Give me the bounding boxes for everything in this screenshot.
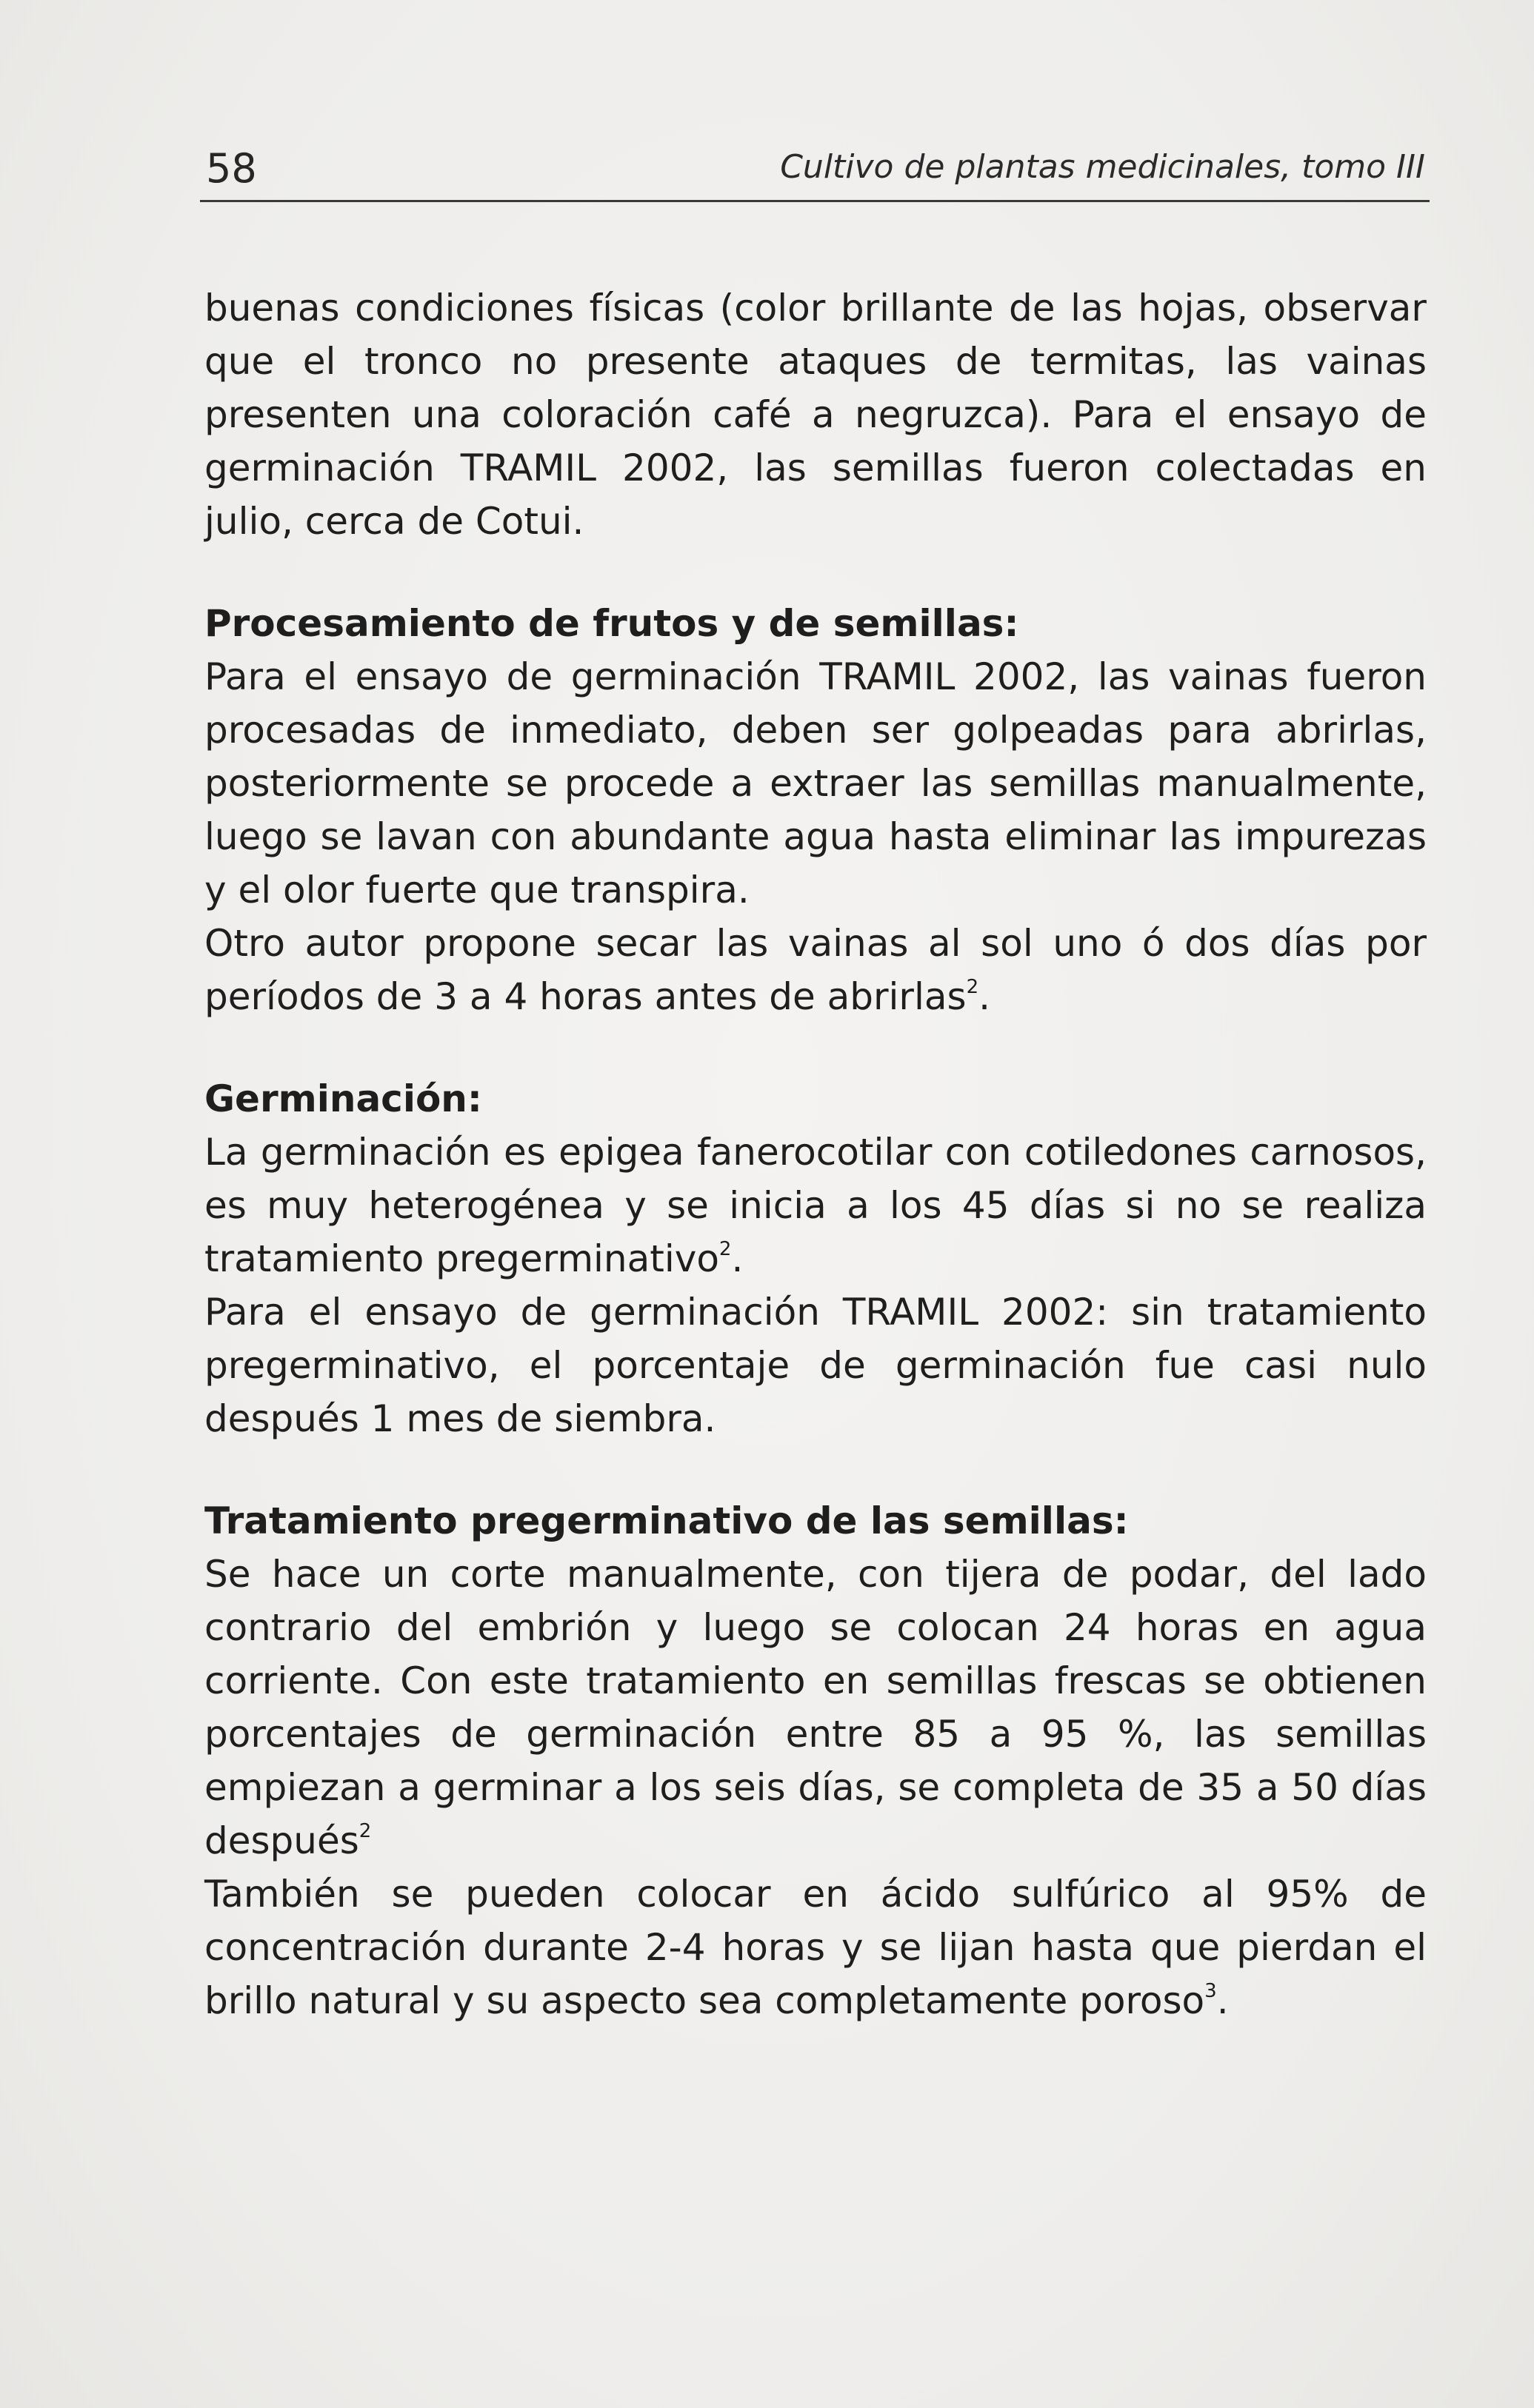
reference-marker: 3 — [1204, 1980, 1217, 2002]
running-title: Cultivo de plantas medicinales, tomo III — [780, 148, 1425, 186]
paragraph: Para el ensayo de germinación TRAMIL 2002: sin tratamiento pregerminativo, el porcentaje de germinación fue casi nulo después 1 mes de siembra. — [204, 1291, 1427, 1440]
paragraph: Para el ensayo de germinación TRAMIL 2002, las vainas fueron procesadas de inmediato, deben ser golpeadas para abrirlas, posteriormente se procede a extraer las semillas manualmente, luego se lavan con abundante agua hasta eliminar las impurezas y el olor fuerte que transpira. — [204, 655, 1427, 912]
paragraph — [204, 1126, 1427, 1285]
paragraph-text: También se pueden colocar en ácido sulfúrico al 95% de concentración durante 2-4 horas y se lijan hasta que pierdan el brillo natural y su aspecto sea completamente poroso — [204, 1873, 1427, 2022]
reference-marker: 2 — [966, 976, 979, 998]
paragraph-text: Otro autor propone secar las vainas al sol uno ó dos días por períodos de 3 a 4 horas antes de abrirlas — [204, 922, 1427, 1018]
paragraph-text: Se hace un corte manualmente, con tijera de podar, del lado contrario del embrión y luego se colocan 24 horas en agua corriente. Con este tratamiento en semillas frescas se obtienen porcentajes de germinación entre 85 a 95 %, las semillas empiezan a germinar a los seis días, se completa de 35 a 50 días después — [204, 1553, 1427, 1862]
paragraph — [204, 917, 1427, 1023]
section-heading: Procesamiento de frutos y de semillas: — [204, 602, 1019, 645]
paragraph-text: La germinación es epigea fanerocotilar con cotiledones carnosos, es muy heterogénea y se inicia a los 45 días si no se realiza tratamiento pregerminativo — [204, 1131, 1427, 1280]
body-text — [204, 281, 1427, 2027]
paragraph — [204, 1867, 1427, 2027]
intro-paragraph: buenas condiciones físicas (color brillante de las hojas, observar que el tronco no presente ataques de termitas, las vainas presenten una coloración café a negruzca). Para el ensayo de germinación TRAMIL 2002, las semillas fueron colectadas en julio, cerca de Cotui. — [204, 287, 1427, 543]
section-heading: Tratamiento pregerminativo de las semillas: — [204, 1499, 1129, 1542]
section-heading: Germinación: — [204, 1077, 482, 1120]
page-header — [200, 141, 1430, 202]
section-germinacion — [204, 1072, 1427, 1445]
section-procesamiento — [204, 597, 1427, 1023]
page-number: 58 — [206, 145, 257, 192]
reference-marker: 2 — [718, 1238, 732, 1260]
paragraph-end: . — [1216, 1979, 1229, 2022]
reference-marker: 2 — [359, 1820, 372, 1842]
paragraph-end: . — [731, 1237, 744, 1280]
section-tratamiento — [204, 1494, 1427, 2027]
paragraph-end: . — [978, 975, 991, 1018]
paragraph — [204, 1548, 1427, 1867]
